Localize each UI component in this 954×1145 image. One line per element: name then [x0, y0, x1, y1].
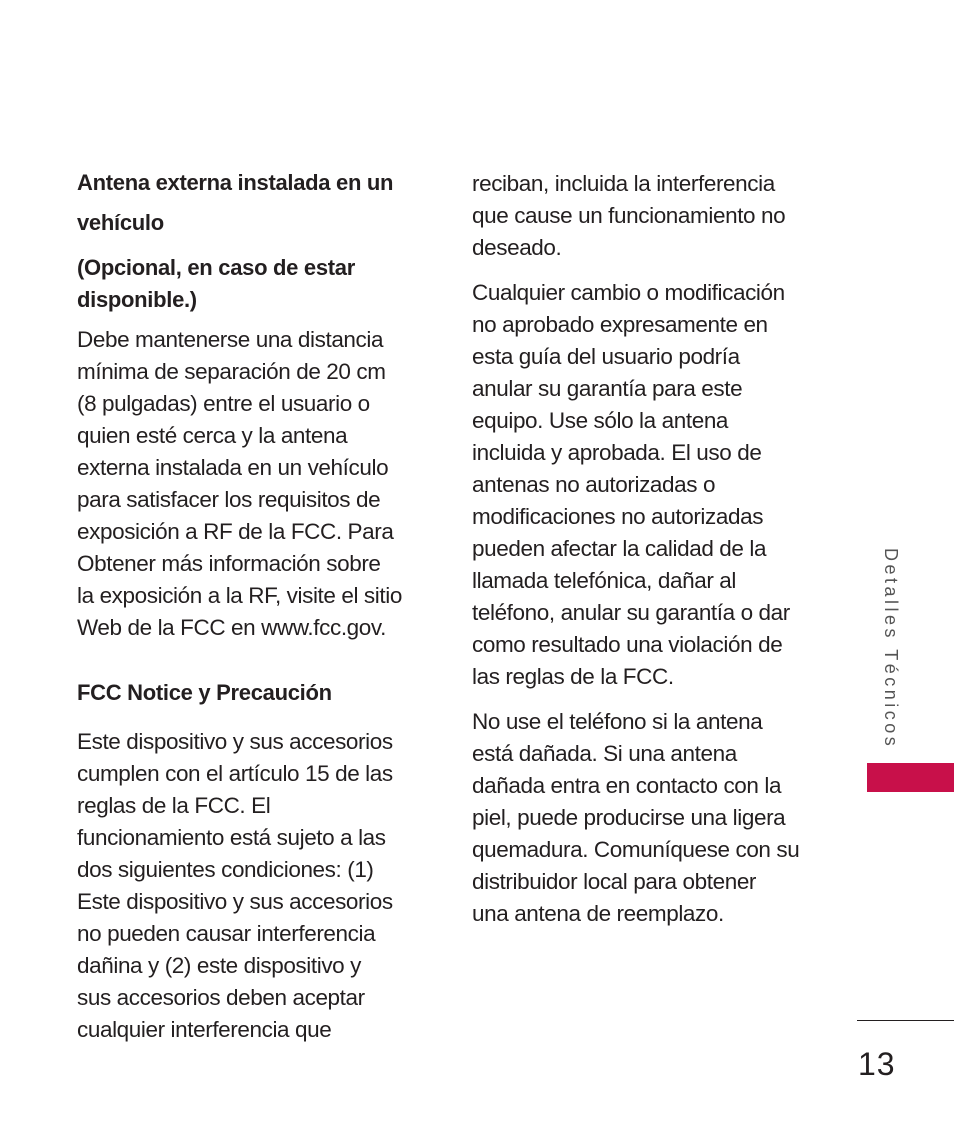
subheading-line: disponible.)	[77, 287, 197, 312]
text-line: Debe mantenerse una distancia	[77, 327, 384, 352]
text-line: Este dispositivo y sus accesorios	[77, 889, 393, 914]
text-line: No use el teléfono si la antena	[472, 709, 763, 734]
text-line: dañina y (2) este dispositivo y	[77, 953, 362, 978]
text-line: Cualquier cambio o modificación	[472, 280, 785, 305]
page-number: 13	[858, 1046, 896, 1082]
text-line: anular su garantía para este	[472, 376, 743, 401]
text-line: no pueden causar interferencia	[77, 921, 376, 946]
text-line: dañada entra en contacto con la	[472, 773, 782, 798]
heading-line: Antena externa instalada en un	[77, 170, 394, 195]
text-line: piel, puede producirse una ligera	[472, 805, 786, 830]
text-line: las reglas de la FCC.	[472, 664, 674, 689]
text-line: (8 pulgadas) entre el usuario o	[77, 391, 370, 416]
section-tab-marker	[867, 763, 954, 792]
text-line: esta guía del usuario podría	[472, 344, 740, 369]
text-line: cualquier interferencia que	[77, 1017, 332, 1042]
text-line: antenas no autorizadas o	[472, 472, 716, 497]
text-line: que cause un funcionamiento no	[472, 203, 786, 228]
text-line: reciban, incluida la interferencia	[472, 171, 775, 196]
section-tab-label: Detalles Técnicos	[881, 548, 901, 750]
heading-external-antenna	[77, 163, 393, 243]
paragraph-fcc-compliance	[77, 726, 393, 1046]
text-line: llamada telefónica, dañar al	[472, 568, 736, 593]
text-line: incluida y aprobada. El uso de	[472, 440, 762, 465]
text-line: una antena de reemplazo.	[472, 901, 724, 926]
heading-line: vehículo	[77, 210, 164, 235]
text-line: modificaciones no autorizadas	[472, 504, 764, 529]
text-line: mínima de separación de 20 cm	[77, 359, 386, 384]
text-line: externa instalada en un vehículo	[77, 455, 389, 480]
paragraph-separation-distance	[77, 324, 402, 644]
paragraph-modifications-warning	[472, 277, 790, 693]
text-line: equipo. Use sólo la antena	[472, 408, 729, 433]
text-line: cumplen con el artículo 15 de las	[77, 761, 393, 786]
text-line: reglas de la FCC. El	[77, 793, 271, 818]
text-line: Este dispositivo y sus accesorios	[77, 729, 393, 754]
text-line: funcionamiento está sujeto a las	[77, 825, 386, 850]
text-line: está dañada. Si una antena	[472, 741, 737, 766]
text-line: quemadura. Comuníquese con su	[472, 837, 800, 862]
subheading-optional	[77, 252, 355, 316]
text-line: exposición a RF de la FCC. Para	[77, 519, 394, 544]
text-line: no aprobado expresamente en	[472, 312, 768, 337]
heading-fcc-notice: FCC Notice y Precaución	[77, 680, 332, 705]
text-line: teléfono, anular su garantía o dar	[472, 600, 790, 625]
text-line: Web de la FCC en www.fcc.gov.	[77, 615, 386, 640]
paragraph-interference-continued	[472, 168, 785, 264]
paragraph-damaged-antenna	[472, 706, 799, 930]
text-line: como resultado una violación de	[472, 632, 783, 657]
text-line: distribuidor local para obtener	[472, 869, 757, 894]
text-line: la exposición a la RF, visite el sitio	[77, 583, 402, 608]
text-line: quien esté cerca y la antena	[77, 423, 348, 448]
text-line: sus accesorios deben aceptar	[77, 985, 365, 1010]
text-line: para satisfacer los requisitos de	[77, 487, 381, 512]
page-number-divider	[857, 1020, 954, 1021]
text-line: Obtener más información sobre	[77, 551, 381, 576]
text-line: deseado.	[472, 235, 562, 260]
text-line: pueden afectar la calidad de la	[472, 536, 767, 561]
subheading-line: (Opcional, en caso de estar	[77, 255, 355, 280]
text-line: dos siguientes condiciones: (1)	[77, 857, 374, 882]
